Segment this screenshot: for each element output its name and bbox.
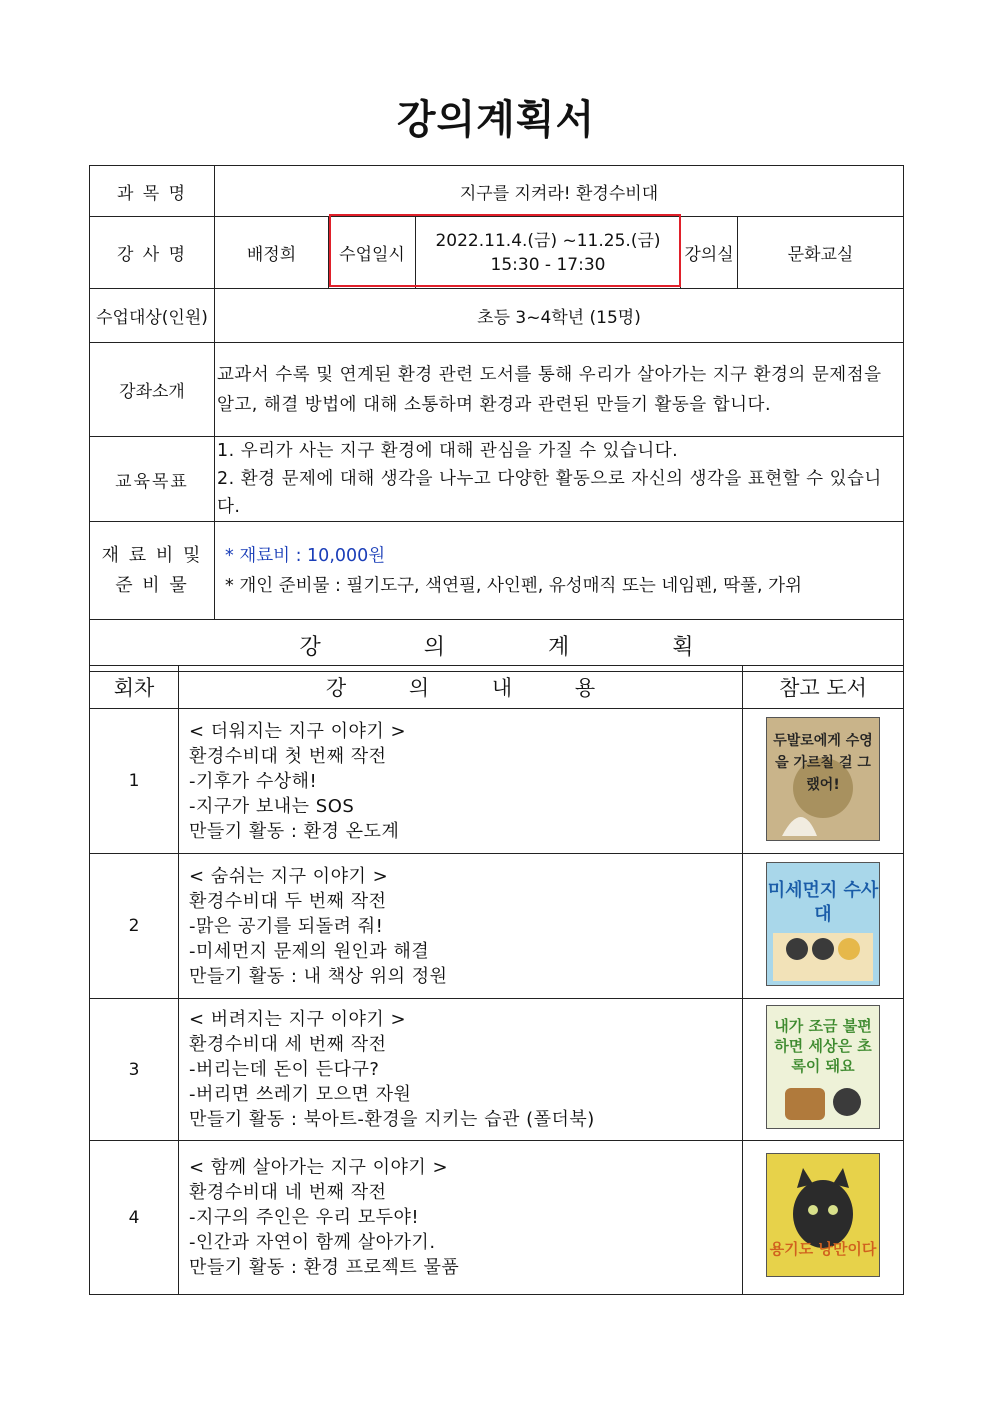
session-number: 4	[90, 1141, 179, 1295]
intro-row	[90, 343, 904, 437]
page-title: 강의계획서	[396, 97, 596, 143]
session-content	[179, 709, 743, 854]
content-line: -지구의 주인은 우리 모두야!	[189, 1207, 420, 1228]
session-number: 3	[90, 999, 179, 1141]
session-number: 2	[90, 854, 179, 999]
session-content	[179, 999, 743, 1141]
content-header-char: 강	[325, 676, 347, 700]
time-range: 15:30 - 17:30	[490, 254, 606, 275]
content-line: 환경수비대 첫 번째 작전	[189, 745, 387, 767]
content-line: < 버려지는 지구 이야기 >	[189, 1009, 407, 1030]
target-label: 수업대상(인원)	[90, 289, 215, 343]
goal-row	[90, 437, 904, 522]
subject-label: 과 목 명	[90, 166, 215, 217]
content-line: -기후가 수상해!	[189, 770, 318, 792]
content-line: -맑은 공기를 되돌려 줘!	[189, 915, 384, 937]
book-cell	[743, 854, 904, 999]
date-label: 수업일시	[329, 217, 416, 289]
goal-text	[215, 437, 904, 522]
instructor-label: 강 사 명	[90, 217, 215, 289]
session-number: 1	[90, 709, 179, 854]
book-cover-title: 내가 조금 불편하면 세상은 초록이 돼요	[774, 1017, 872, 1075]
plan-heading-char: 강	[299, 635, 321, 660]
content-line: 환경수비대 네 번째 작전	[189, 1182, 387, 1203]
book-cover-image	[766, 717, 880, 841]
session-content	[179, 1141, 743, 1295]
subject-row	[90, 166, 904, 217]
content-line: 만들기 활동 : 환경 온도계	[189, 820, 400, 842]
goal-item-2: 2. 환경 문제에 대해 생각을 나누고 다양한 활동으로 자신의 생각을 표현할 수 있습니다.	[217, 469, 882, 517]
content-line: -버리면 쓰레기 모으면 자원	[189, 1084, 412, 1105]
plan-header-row	[90, 666, 904, 709]
content-header-char: 의	[408, 676, 430, 700]
book-cell	[743, 1141, 904, 1295]
content-header-char: 내	[491, 676, 513, 700]
plan-heading-row	[90, 620, 904, 672]
content-line: -인간과 자연이 함께 살아가기.	[189, 1232, 436, 1253]
content-line: 만들기 활동 : 북아트-환경을 지키는 습관 (폴더북)	[189, 1109, 595, 1130]
intro-text: 교과서 수록 및 연계된 환경 관련 도서를 통해 우리가 살아가는 지구 환경의 문제점을 알고, 해결 방법에 대해 소통하며 환경과 관련된 만들기 활동을 합니다.	[215, 343, 904, 437]
intro-label: 강좌소개	[90, 343, 215, 437]
session-header: 회차	[90, 666, 179, 709]
goal-label: 교육목표	[90, 437, 215, 522]
book-cover-image	[766, 1005, 880, 1129]
material-label-line2: 준 비 물	[115, 574, 189, 596]
plan-heading-char: 계	[548, 635, 570, 660]
plan-heading-char: 획	[672, 635, 694, 660]
material-row	[90, 522, 904, 620]
plan-heading	[90, 620, 904, 672]
material-label	[90, 522, 215, 620]
lecture-plan-table	[89, 665, 904, 1295]
table-row	[90, 709, 904, 854]
content-line: < 함께 살아가는 지구 이야기 >	[189, 1157, 449, 1178]
table-row	[90, 999, 904, 1141]
content-line: 환경수비대 두 번째 작전	[189, 890, 387, 912]
content-line: 만들기 활동 : 내 책상 위의 정원	[189, 965, 448, 987]
course-info-table	[89, 165, 904, 672]
book-header: 참고 도서	[743, 666, 904, 709]
table-row	[90, 854, 904, 999]
content-header-char: 용	[574, 676, 596, 700]
book-cell	[743, 999, 904, 1141]
content-line: 환경수비대 세 번째 작전	[189, 1034, 387, 1055]
instructor-value: 배정희	[215, 217, 329, 289]
room-value: 문화교실	[738, 217, 904, 289]
content-line: < 숨쉬는 지구 이야기 >	[189, 865, 389, 887]
room-label: 강의실	[681, 217, 738, 289]
goal-item-1: 1. 우리가 사는 지구 환경에 대해 관심을 가질 수 있습니다.	[217, 441, 679, 461]
book-cell	[743, 709, 904, 854]
material-fee: * 재료비 : 10,000원	[225, 545, 386, 566]
target-row	[90, 289, 904, 343]
material-text	[215, 522, 904, 620]
session-content	[179, 854, 743, 999]
book-cover-image	[766, 1153, 880, 1277]
material-prep: * 개인 준비물 : 필기도구, 색연필, 사인펜, 유성매직 또는 네임펜, 딱풀, 가위	[225, 575, 802, 596]
content-line: -미세먼지 문제의 원인과 해결	[189, 940, 430, 962]
instructor-row	[90, 217, 904, 289]
book-cover-title: 두발로에게 수영을 가르칠 걸 그랬어!	[773, 732, 873, 793]
content-line: < 더워지는 지구 이야기 >	[189, 720, 407, 742]
book-cover-image	[766, 862, 880, 986]
material-label-line1: 재 료 비 및	[101, 544, 203, 566]
content-line: 만들기 활동 : 환경 프로젝트 물품	[189, 1257, 460, 1278]
plan-heading-char: 의	[423, 635, 445, 660]
target-value: 초등 3~4학년 (15명)	[215, 289, 904, 343]
book-cover-title: 미세먼지 수사대	[767, 879, 879, 925]
content-line: -지구가 보내는 SOS	[189, 795, 355, 817]
date-range: 2022.11.4.(금) ~11.25.(금)	[435, 230, 661, 251]
date-value	[416, 217, 681, 289]
table-row	[90, 1141, 904, 1295]
subject-value: 지구를 지켜라! 환경수비대	[215, 166, 904, 217]
book-cover-title: 용기도 낭만이다	[769, 1240, 877, 1258]
content-line: -버리는데 돈이 든다구?	[189, 1059, 380, 1080]
content-header	[179, 666, 743, 709]
